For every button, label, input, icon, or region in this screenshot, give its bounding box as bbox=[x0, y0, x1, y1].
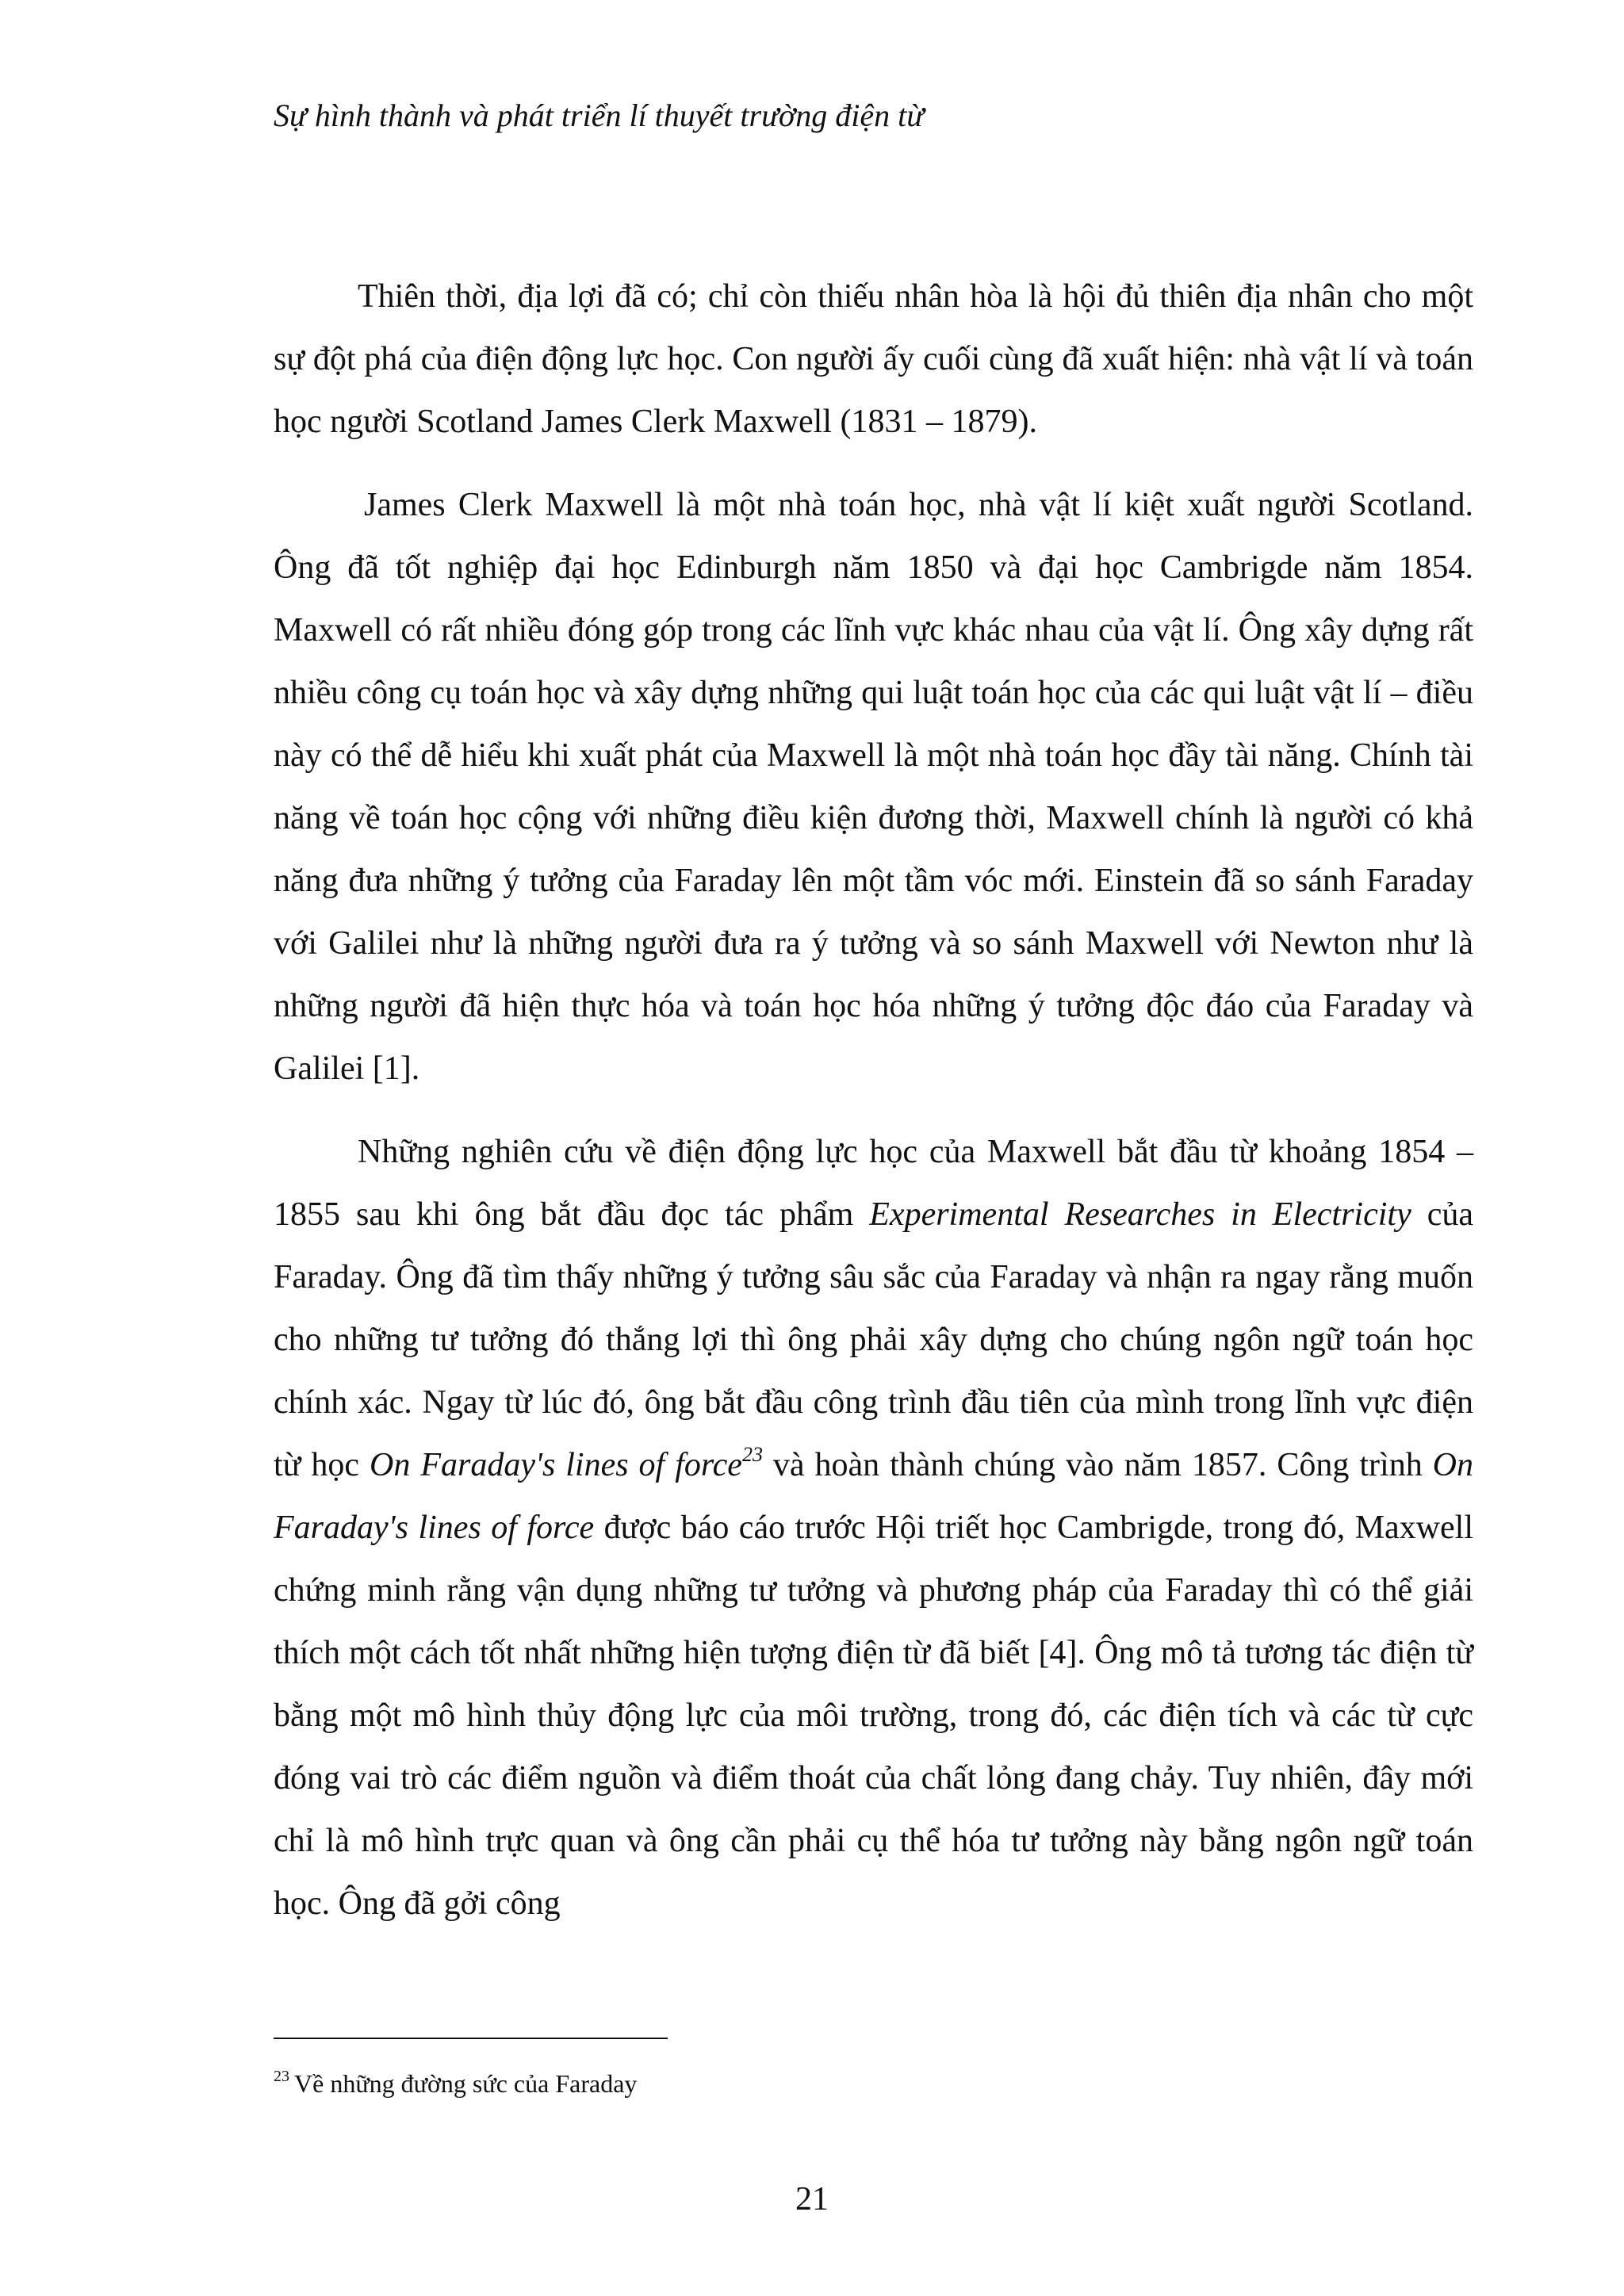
paragraph-2: James Clerk Maxwell là một nhà toán học, nhà vật lí kiệt xuất người Scotland. Ông đã tốt nghiệp đại học Edinburgh năm 1850 và đại học Cambrigde năm 1854. Maxwell có rất nhiều đóng góp trong các lĩnh vực khác nhau của vật lí. Ông xây dựng rất nhiều công cụ toán học và xây dựng những qui luật toán học của các qui luật vật lí – điều này có thể dễ hiểu khi xuất phát của Maxwell là một nhà toán học đầy tài năng. Chính tài năng về toán học cộng với những điều kiện đương thời, Maxwell chính là người có khả năng đưa những ý tưởng của Faraday lên một tầm vóc mới. Einstein đã so sánh Faraday với Galilei như là những người đưa ra ý tưởng và so sánh Maxwell với Newton như là những người đã hiện thực hóa và toán học hóa những ý tưởng độc đáo của Faraday và Galilei [1]. bbox=[274, 487, 1473, 1087]
paragraph-3-text-3: và hoàn thành chúng vào năm 1857. Công trình bbox=[762, 1447, 1433, 1483]
book-title-experimental-researches: Experimental Researches in Electricity bbox=[869, 1196, 1411, 1233]
paragraph-3-text-1: Những nghiên cứu về điện động lực học của Maxwell bắt đầu từ khoảng 1854 – 1855 sau khi ông bắt đầu đọc tác phẩm bbox=[274, 1134, 1473, 1233]
running-header: Sự hình thành và phát triển lí thuyết trường điện từ bbox=[274, 98, 925, 133]
paragraph-3 bbox=[274, 1121, 1473, 1935]
paragraph-3-text-4: được báo cáo trước Hội triết học Cambrigde, trong đó, Maxwell chứng minh rằng vận dụng những tư tưởng và phương pháp của Faraday thì có thể giải thích một cách tốt nhất những hiện tượng điện từ đã biết [4]. Ông mô tả tương tác điện từ bằng một mô hình thủy động lực của môi trường, trong đó, các điện tích và các từ cực đóng vai trò các điểm nguồn và điểm thoát của chất lỏng đang chảy. Tuy nhiên, đây mới chỉ là mô hình trực quan và ông cần phải cụ thể hóa tư tưởng này bằng ngôn ngữ toán học. Ông đã gởi công bbox=[274, 1510, 1473, 1922]
work-title-lines-of-force-repeat: On Faraday's lines of force bbox=[274, 1447, 1474, 1546]
footnote-number: 23 bbox=[274, 2068, 289, 2085]
paragraph-3-text-2: của Faraday. Ông đã tìm thấy những ý tưởng sâu sắc của Faraday và nhận ra ngay rằng muốn cho những tư tưởng đó thắng lợi thì ông phải xây dựng cho chúng ngôn ngữ toán học chính xác. Ngay từ lúc đó, ông bắt đầu công trình đầu tiên của mình trong lĩnh vực điện từ học bbox=[274, 1196, 1473, 1483]
footnote-divider bbox=[274, 2038, 668, 2039]
paragraph-1: Thiên thời, địa lợi đã có; chỉ còn thiếu nhân hòa là hội đủ thiên địa nhân cho một sự đột phá của điện động lực học. Con người ấy cuối cùng đã xuất hiện: nhà vật lí và toán học người Scotland James Clerk Maxwell (1831 – 1879). bbox=[274, 278, 1473, 440]
footnote-reference: 23 bbox=[741, 1443, 763, 1466]
footnote bbox=[274, 2066, 637, 2101]
page-number: 21 bbox=[795, 2181, 829, 2218]
work-title-lines-of-force: On Faraday's lines of force bbox=[370, 1447, 742, 1483]
footnote-text: Về những đường sức của Faraday bbox=[294, 2069, 638, 2098]
body-text bbox=[274, 266, 1473, 1956]
